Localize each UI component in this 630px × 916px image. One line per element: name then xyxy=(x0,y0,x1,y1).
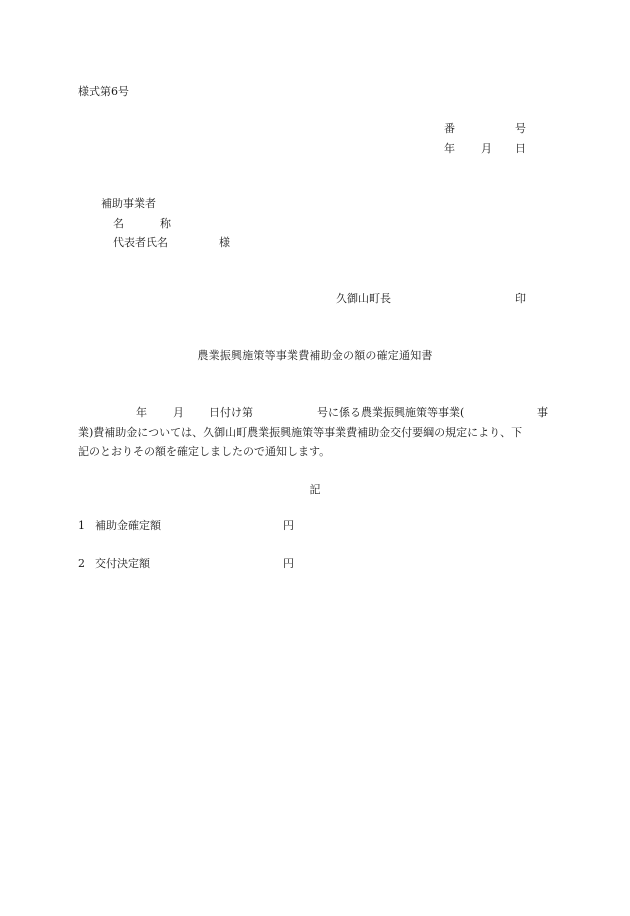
date-day-label: 日 xyxy=(515,142,526,155)
date-year-label: 年 xyxy=(444,142,455,155)
item-label: 補助金確定額 xyxy=(95,519,161,532)
body-line-1-end: 事 xyxy=(537,406,548,419)
item-number: 2 xyxy=(78,557,85,570)
form-number: 様式第6号 xyxy=(78,85,129,98)
document-number-label: 番 xyxy=(444,122,455,135)
honorific-label: 様 xyxy=(219,236,230,249)
item-label: 交付決定額 xyxy=(95,557,150,570)
recipient-heading: 補助事業者 xyxy=(101,197,156,210)
representative-label: 代表者氏名 xyxy=(113,236,168,249)
seal-mark: 印 xyxy=(515,292,526,305)
body-line-1 xyxy=(78,407,548,419)
body-line-3: 記のとおりその額を確定しましたので通知します。 xyxy=(78,445,331,458)
document-number-suffix: 号 xyxy=(515,122,526,135)
item-unit: 円 xyxy=(283,557,294,570)
item-unit: 円 xyxy=(283,519,294,532)
date-month-label: 月 xyxy=(481,142,492,155)
sender-name: 久御山町長 xyxy=(336,292,391,305)
body-month-label: 月 xyxy=(173,406,184,419)
body-line-2: 業)費補助金については、久御山町農業振興施策等事業費補助金交付要綱の規定により、下 xyxy=(78,426,523,439)
body-dated-label: 日付け第 xyxy=(209,406,253,419)
recipient-name-char-1: 名 xyxy=(113,217,124,230)
ki-heading: 記 xyxy=(309,483,321,496)
body-reference-text: 号に係る農業振興施策等事業( xyxy=(317,406,465,419)
body-year-label: 年 xyxy=(136,406,147,419)
recipient-name-char-2: 称 xyxy=(160,217,171,230)
item-number: 1 xyxy=(78,519,85,532)
document-title: 農業振興施策等事業費補助金の額の確定通知書 xyxy=(197,349,433,362)
